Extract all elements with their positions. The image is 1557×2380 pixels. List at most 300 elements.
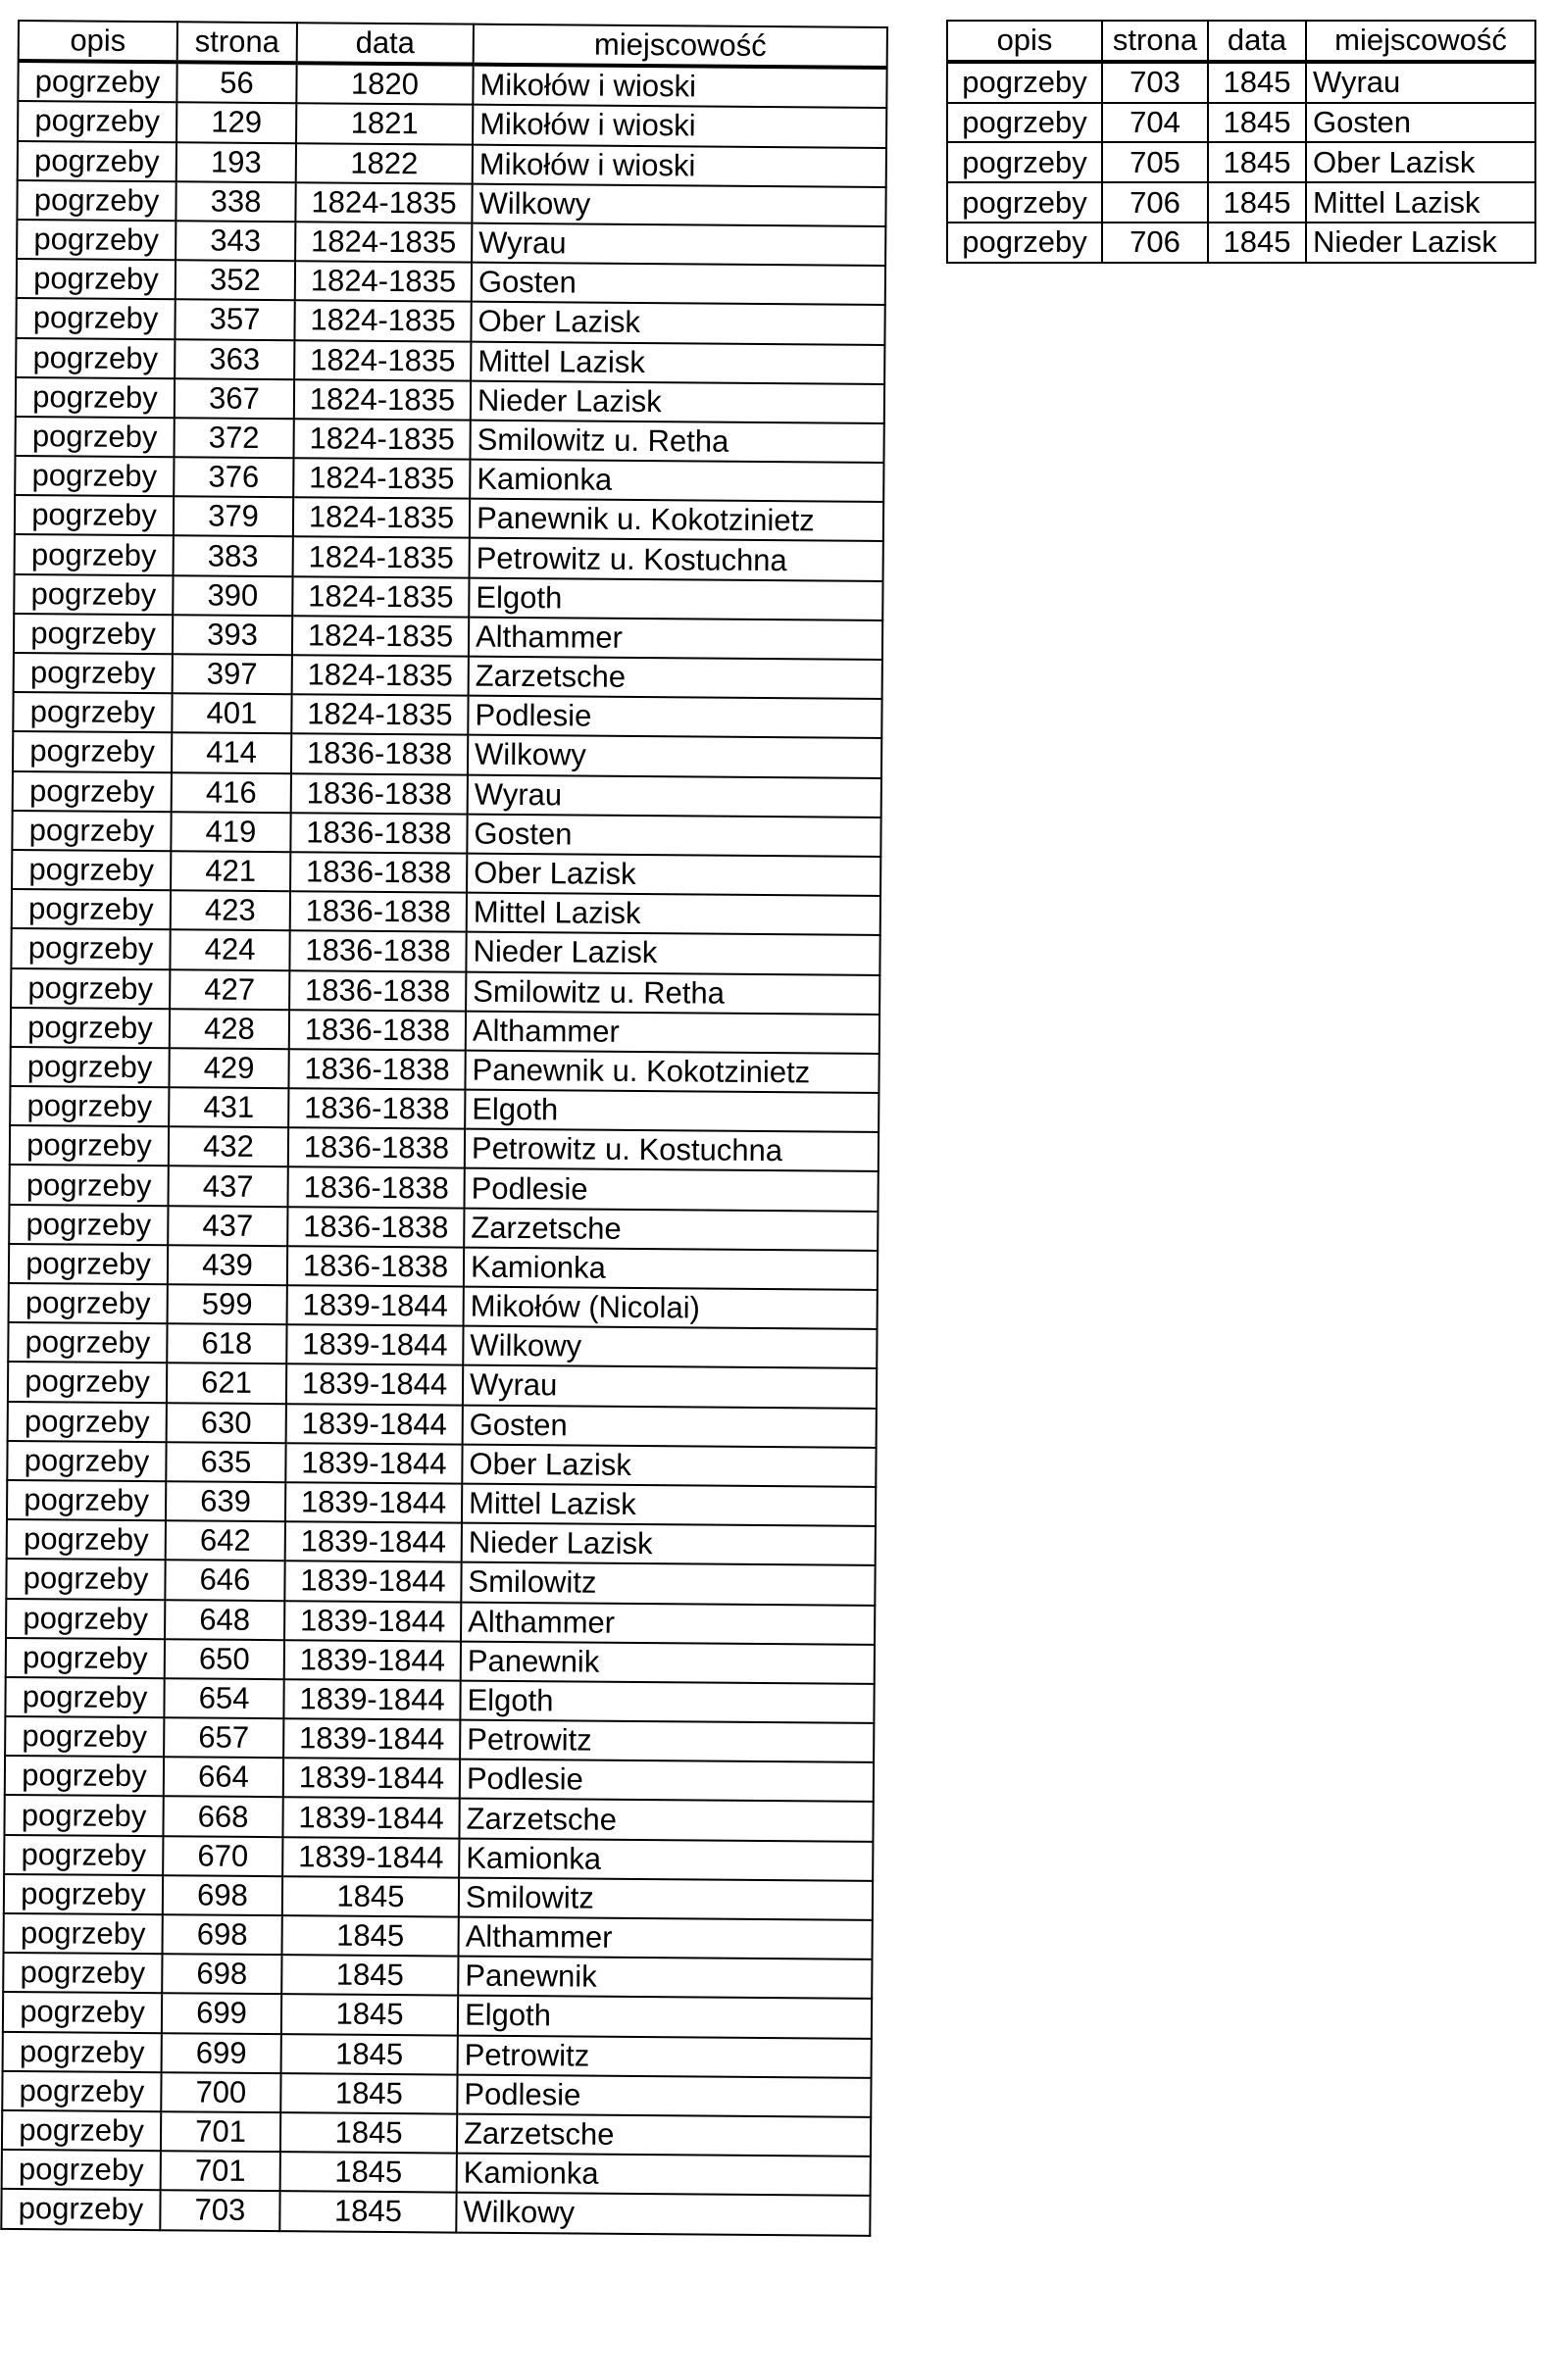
cell-miejscowosc: Ober Lazisk: [1306, 142, 1535, 182]
cell-opis: pogrzeby: [10, 1047, 169, 1087]
cell-miejscowosc: Ober Lazisk: [467, 854, 880, 897]
cell-miejscowosc: Kamionka: [464, 1247, 878, 1290]
cell-miejscowosc: Panewnik u. Kokotzinietz: [470, 499, 883, 542]
cell-opis: pogrzeby: [15, 495, 174, 535]
cell-strona: 635: [166, 1442, 285, 1482]
table-row: [11, 967, 879, 1014]
cell-strona: 379: [174, 497, 293, 537]
table-row: [18, 141, 886, 187]
cell-miejscowosc: Althammer: [458, 1917, 872, 1960]
cell-data: 1845: [282, 1915, 459, 1957]
cell-data: 1824-1835: [293, 419, 470, 460]
table-row: [16, 417, 884, 463]
cell-strona: 639: [166, 1481, 285, 1521]
cell-miejscowosc: Mittel Lazisk: [462, 1484, 876, 1527]
cell-strona: 706: [1102, 223, 1208, 263]
cell-opis: pogrzeby: [14, 653, 173, 693]
cell-miejscowosc: Podlesie: [468, 696, 881, 739]
table-row: [16, 377, 884, 423]
cell-miejscowosc: Mikołów i wioski: [473, 144, 886, 187]
cell-opis: pogrzeby: [10, 1165, 169, 1205]
cell-data: 1836-1838: [291, 734, 468, 775]
cell-data: 1836-1838: [290, 852, 467, 893]
cell-opis: pogrzeby: [12, 889, 171, 929]
cell-data: 1839-1844: [287, 1285, 464, 1326]
cell-opis: pogrzeby: [13, 692, 172, 732]
table-row: [4, 1874, 873, 1920]
cell-strona: 664: [164, 1757, 283, 1797]
cell-data: 1839-1844: [283, 1758, 460, 1799]
cell-strona: 703: [1102, 62, 1208, 103]
header-strona: strona: [1102, 21, 1208, 62]
cell-opis: pogrzeby: [8, 1322, 167, 1363]
cell-data: 1839-1844: [285, 1521, 462, 1562]
table-row: [7, 1519, 876, 1565]
cell-miejscowosc: Petrowitz u. Kostuchna: [465, 1129, 879, 1172]
cell-miejscowosc: Wyrau: [1306, 62, 1535, 103]
cell-opis: pogrzeby: [13, 771, 172, 812]
table-row: [15, 495, 883, 541]
table-row: [2, 2110, 871, 2157]
table-row: [10, 1165, 879, 1211]
cell-opis: pogrzeby: [5, 1716, 164, 1757]
cell-strona: 646: [165, 1561, 284, 1601]
cell-data: 1821: [296, 104, 473, 145]
cell-strona: 704: [1102, 103, 1208, 143]
cell-opis: pogrzeby: [15, 456, 174, 496]
cell-opis: pogrzeby: [2, 2071, 161, 2111]
table-row: [947, 62, 1535, 103]
cell-data: 1836-1838: [289, 970, 466, 1012]
cell-strona: 428: [170, 1009, 289, 1049]
cell-strona: 390: [173, 575, 292, 616]
cell-miejscowosc: Elgoth: [460, 1680, 874, 1723]
table-row: [6, 1559, 875, 1605]
cell-strona: 129: [176, 103, 296, 143]
cell-miejscowosc: Petrowitz u. Kostuchna: [470, 538, 883, 581]
cell-miejscowosc: Gosten: [472, 263, 885, 306]
cell-miejscowosc: Wyrau: [472, 223, 885, 267]
cell-strona: 699: [162, 1994, 281, 2034]
table-row: [4, 1795, 873, 1841]
cell-strona: 698: [163, 1875, 282, 1915]
cell-strona: 437: [169, 1166, 288, 1207]
cell-data: 1824-1835: [294, 301, 471, 342]
cell-strona: 429: [169, 1048, 288, 1088]
table-row: [15, 456, 883, 502]
table-row: [9, 1205, 878, 1251]
cell-data: 1824-1835: [294, 340, 471, 381]
cell-miejscowosc: Mittel Lazisk: [467, 893, 880, 936]
cell-data: 1845: [281, 1955, 458, 1996]
table-row: [17, 220, 885, 266]
cell-data: 1839-1844: [284, 1601, 461, 1642]
cell-strona: 416: [172, 772, 291, 813]
cell-data: 1845: [280, 2152, 457, 2193]
cell-data: 1839-1844: [286, 1364, 463, 1406]
cell-opis: pogrzeby: [18, 61, 176, 102]
cell-strona: 630: [167, 1403, 286, 1443]
cell-strona: 703: [160, 2191, 279, 2231]
cell-strona: 421: [171, 851, 290, 891]
cell-opis: pogrzeby: [8, 1362, 167, 1402]
cell-data: 1845: [279, 2191, 456, 2232]
cell-data: 1824-1835: [291, 694, 468, 735]
cell-miejscowosc: Zarzetsche: [469, 657, 882, 700]
cell-opis: pogrzeby: [5, 1756, 164, 1796]
table-row: [11, 928, 879, 974]
table-row: [4, 1835, 873, 1881]
table-row: [10, 1047, 879, 1093]
cell-data: 1836-1838: [288, 1088, 465, 1129]
cell-strona: 699: [162, 2033, 281, 2073]
cell-opis: pogrzeby: [6, 1598, 165, 1638]
cell-strona: 621: [167, 1364, 286, 1404]
cell-strona: 701: [161, 2151, 280, 2191]
cell-opis: pogrzeby: [18, 141, 176, 181]
cell-data: 1836-1838: [288, 1127, 465, 1168]
table-row: [947, 103, 1535, 143]
table-row: [10, 1125, 879, 1171]
cell-strona: 383: [174, 536, 293, 576]
cell-miejscowosc: Wyrau: [463, 1365, 877, 1409]
cell-miejscowosc: Elgoth: [465, 1090, 879, 1133]
header-opis: opis: [947, 21, 1102, 62]
cell-strona: 657: [164, 1717, 283, 1758]
cell-data: 1845: [281, 2034, 458, 2075]
cell-miejscowosc: Elgoth: [458, 1996, 872, 2039]
cell-data: 1845: [280, 2073, 457, 2114]
table-row: [14, 574, 882, 620]
cell-miejscowosc: Kamionka: [459, 1838, 873, 1881]
cell-miejscowosc: Ober Lazisk: [471, 302, 884, 345]
cell-strona: 432: [169, 1126, 288, 1166]
cell-miejscowosc: Panewnik u. Kokotzinietz: [465, 1050, 879, 1093]
cell-opis: pogrzeby: [7, 1519, 166, 1560]
table-row: [12, 889, 880, 935]
cell-strona: 357: [175, 300, 294, 340]
cell-miejscowosc: Ober Lazisk: [462, 1444, 876, 1487]
cell-strona: 393: [173, 615, 292, 655]
table-row: [3, 1992, 872, 2038]
cell-miejscowosc: Wilkowy: [472, 183, 885, 226]
cell-data: 1845: [1208, 182, 1306, 223]
cell-opis: pogrzeby: [947, 223, 1102, 263]
cell-opis: pogrzeby: [8, 1402, 167, 1442]
cell-miejscowosc: Wilkowy: [468, 735, 881, 778]
cell-data: 1839-1844: [282, 1837, 459, 1878]
table-row: [3, 1953, 872, 1999]
table-left: [0, 20, 888, 2236]
cell-strona: 654: [164, 1678, 283, 1718]
cell-miejscowosc: Podlesie: [460, 1760, 874, 1803]
table-row: [8, 1402, 877, 1448]
cell-data: 1824-1835: [295, 222, 472, 263]
table-row: [7, 1480, 876, 1526]
cell-data: 1824-1835: [294, 379, 471, 421]
cell-data: 1845: [1208, 103, 1306, 143]
cell-opis: pogrzeby: [16, 377, 175, 418]
table-right: [946, 20, 1536, 264]
cell-opis: pogrzeby: [947, 103, 1102, 143]
cell-opis: pogrzeby: [4, 1874, 163, 1914]
cell-data: 1824-1835: [293, 458, 470, 499]
table-row: [947, 142, 1535, 182]
cell-miejscowosc: Nieder Lazisk: [1306, 223, 1535, 263]
cell-miejscowosc: Smilowitz: [459, 1877, 873, 1920]
cell-miejscowosc: Smilowitz: [461, 1562, 875, 1606]
table-row: [10, 1086, 879, 1132]
cell-strona: 706: [1102, 182, 1208, 223]
cell-strona: 439: [168, 1245, 287, 1285]
cell-miejscowosc: Smilowitz u. Retha: [466, 971, 879, 1015]
cell-opis: pogrzeby: [17, 220, 176, 260]
header-miejscowosc: miejscowość: [474, 25, 887, 69]
cell-opis: pogrzeby: [11, 967, 170, 1008]
cell-strona: 427: [170, 969, 289, 1010]
cell-strona: 419: [171, 812, 290, 852]
table-row: [9, 1244, 878, 1290]
cell-strona: 363: [175, 339, 294, 379]
cell-opis: pogrzeby: [3, 1992, 162, 2032]
cell-data: 1839-1844: [284, 1562, 461, 1603]
cell-miejscowosc: Nieder Lazisk: [466, 932, 879, 975]
cell-opis: pogrzeby: [7, 1441, 166, 1481]
cell-data: 1824-1835: [293, 497, 470, 538]
table-row: [8, 1322, 877, 1368]
cell-strona: 650: [165, 1639, 284, 1679]
table-row: [6, 1638, 875, 1684]
cell-miejscowosc: Elgoth: [469, 577, 882, 620]
cell-opis: pogrzeby: [947, 142, 1102, 182]
cell-data: 1836-1838: [287, 1167, 464, 1209]
cell-strona: 668: [163, 1797, 282, 1837]
cell-opis: pogrzeby: [9, 1244, 168, 1284]
cell-strona: 437: [168, 1206, 287, 1246]
table-row: [16, 337, 884, 383]
cell-opis: pogrzeby: [11, 1008, 170, 1048]
cell-data: 1839-1844: [286, 1404, 463, 1445]
cell-strona: 618: [167, 1323, 286, 1364]
cell-data: 1824-1835: [293, 537, 470, 578]
cell-strona: 642: [166, 1520, 285, 1561]
cell-miejscowosc: Mikołów i wioski: [473, 65, 886, 109]
table-row: [6, 1598, 875, 1644]
cell-opis: pogrzeby: [15, 534, 174, 574]
cell-opis: pogrzeby: [16, 417, 175, 457]
cell-data: 1836-1838: [288, 1049, 465, 1090]
cell-data: 1845: [1208, 62, 1306, 103]
table-row: [14, 653, 882, 699]
cell-data: 1845: [280, 2112, 457, 2154]
cell-opis: pogrzeby: [4, 1913, 163, 1954]
cell-miejscowosc: Zarzetsche: [457, 2114, 871, 2157]
table-row: [17, 180, 885, 226]
cell-opis: pogrzeby: [5, 1677, 164, 1717]
header-opis: opis: [19, 21, 177, 62]
cell-miejscowosc: Zarzetsche: [464, 1208, 878, 1251]
cell-strona: 376: [174, 457, 293, 497]
cell-data: 1839-1844: [282, 1798, 459, 1839]
cell-opis: pogrzeby: [11, 928, 170, 968]
cell-strona: 397: [173, 654, 292, 694]
cell-opis: pogrzeby: [10, 1086, 169, 1126]
cell-opis: pogrzeby: [14, 614, 173, 654]
table-row: [15, 534, 883, 580]
cell-miejscowosc: Zarzetsche: [459, 1799, 873, 1842]
cell-miejscowosc: Wyrau: [468, 774, 881, 818]
cell-data: 1839-1844: [285, 1443, 462, 1484]
cell-miejscowosc: Panewnik: [461, 1641, 875, 1684]
cell-miejscowosc: Podlesie: [457, 2074, 871, 2117]
cell-data: 1836-1838: [287, 1246, 464, 1287]
table-row: [8, 1362, 877, 1408]
cell-opis: pogrzeby: [3, 2032, 162, 2072]
cell-strona: 705: [1102, 142, 1208, 182]
cell-opis: pogrzeby: [7, 1480, 166, 1520]
table-row: [11, 1008, 879, 1054]
cell-opis: pogrzeby: [6, 1559, 165, 1599]
cell-data: 1822: [296, 143, 473, 184]
cell-miejscowosc: Wilkowy: [463, 1326, 877, 1369]
cell-data: 1839-1844: [283, 1718, 460, 1760]
cell-miejscowosc: Panewnik: [458, 1957, 872, 2000]
header-strona: strona: [177, 22, 297, 63]
cell-strona: 431: [169, 1087, 288, 1127]
table-row: [2, 2150, 871, 2196]
table-row: [4, 1913, 873, 1959]
cell-data: 1820: [296, 63, 473, 105]
cell-opis: pogrzeby: [9, 1283, 168, 1323]
cell-data: 1824-1835: [292, 576, 469, 618]
cell-opis: pogrzeby: [4, 1795, 163, 1835]
cell-strona: 372: [174, 418, 293, 458]
cell-data: 1839-1844: [286, 1324, 463, 1365]
cell-opis: pogrzeby: [17, 180, 176, 221]
table-row: [13, 771, 881, 818]
cell-opis: pogrzeby: [13, 731, 172, 771]
header-data: data: [297, 23, 474, 65]
cell-strona: 343: [176, 221, 295, 261]
cell-miejscowosc: Mikołów (Nicolai): [464, 1287, 878, 1330]
cell-data: 1839-1844: [284, 1640, 461, 1681]
cell-strona: 701: [161, 2111, 280, 2152]
cell-opis: pogrzeby: [12, 850, 171, 890]
table-row: [3, 2032, 872, 2078]
table-row: [5, 1756, 874, 1802]
cell-strona: 338: [176, 181, 295, 222]
cell-data: 1836-1838: [291, 773, 468, 815]
cell-strona: 56: [176, 62, 296, 103]
cell-miejscowosc: Podlesie: [464, 1168, 878, 1212]
cell-miejscowosc: Kamionka: [470, 460, 883, 503]
cell-miejscowosc: Gosten: [463, 1405, 877, 1448]
cell-data: 1845: [1208, 223, 1306, 263]
header-data: data: [1208, 21, 1306, 62]
table-row: [1, 2189, 870, 2235]
table-row: [12, 850, 880, 896]
cell-opis: pogrzeby: [947, 62, 1102, 103]
cell-data: 1845: [1208, 142, 1306, 182]
table-row: [9, 1283, 878, 1329]
cell-data: 1836-1838: [290, 813, 467, 854]
cell-opis: pogrzeby: [1, 2189, 160, 2229]
cell-strona: 424: [170, 930, 289, 970]
cell-strona: 414: [172, 733, 291, 773]
cell-miejscowosc: Althammer: [466, 1011, 879, 1054]
cell-opis: pogrzeby: [2, 2110, 161, 2151]
table-row: [16, 298, 884, 344]
cell-miejscowosc: Petrowitz: [460, 1720, 874, 1763]
cell-miejscowosc: Nieder Lazisk: [462, 1523, 876, 1566]
cell-opis: pogrzeby: [14, 574, 173, 615]
cell-opis: pogrzeby: [16, 298, 175, 338]
table-row: [18, 101, 886, 147]
table-row: [12, 811, 880, 857]
table-row: [5, 1716, 874, 1762]
cell-data: 1836-1838: [289, 1010, 466, 1051]
cell-strona: 698: [163, 1914, 282, 1955]
cell-miejscowosc: Gosten: [1306, 103, 1535, 143]
cell-strona: 599: [168, 1284, 287, 1324]
cell-opis: pogrzeby: [16, 337, 175, 377]
table-row: [13, 731, 881, 777]
table-row: [18, 61, 886, 108]
cell-data: 1836-1838: [287, 1207, 464, 1248]
cell-miejscowosc: Wilkowy: [456, 2193, 870, 2236]
cell-opis: pogrzeby: [17, 259, 176, 299]
cell-opis: pogrzeby: [9, 1205, 168, 1245]
cell-strona: 648: [165, 1600, 284, 1640]
cell-data: 1824-1835: [295, 261, 472, 302]
cell-miejscowosc: Gosten: [467, 814, 880, 857]
cell-strona: 401: [172, 693, 291, 733]
cell-miejscowosc: Mittel Lazisk: [1306, 182, 1535, 223]
cell-data: 1824-1835: [292, 655, 469, 696]
table-row: [14, 614, 882, 660]
table-row: [947, 223, 1535, 263]
cell-opis: pogrzeby: [12, 811, 171, 851]
table-row: [17, 259, 885, 305]
cell-data: 1839-1844: [283, 1679, 460, 1720]
table-row: [2, 2071, 871, 2117]
cell-data: 1836-1838: [290, 891, 467, 932]
cell-data: 1824-1835: [295, 182, 472, 223]
cell-strona: 352: [176, 260, 295, 300]
cell-miejscowosc: Kamionka: [457, 2154, 871, 2197]
table-row: [7, 1441, 876, 1487]
cell-data: 1836-1838: [289, 931, 466, 972]
cell-miejscowosc: Nieder Lazisk: [471, 380, 884, 423]
cell-miejscowosc: Mikołów i wioski: [473, 105, 886, 148]
cell-strona: 700: [161, 2072, 280, 2112]
cell-strona: 698: [162, 1954, 281, 1994]
cell-strona: 423: [171, 890, 290, 930]
cell-miejscowosc: Mittel Lazisk: [471, 341, 884, 384]
cell-data: 1845: [281, 1995, 458, 2036]
cell-opis: pogrzeby: [2, 2150, 161, 2190]
cell-opis: pogrzeby: [947, 182, 1102, 223]
cell-strona: 367: [175, 378, 294, 419]
cell-data: 1845: [282, 1876, 459, 1917]
table-row: [5, 1677, 874, 1723]
header-row: [19, 21, 887, 68]
cell-opis: pogrzeby: [3, 1953, 162, 1993]
cell-strona: 193: [176, 142, 296, 182]
cell-miejscowosc: Petrowitz: [458, 2035, 872, 2078]
cell-opis: pogrzeby: [4, 1835, 163, 1875]
header-row: [947, 21, 1535, 62]
